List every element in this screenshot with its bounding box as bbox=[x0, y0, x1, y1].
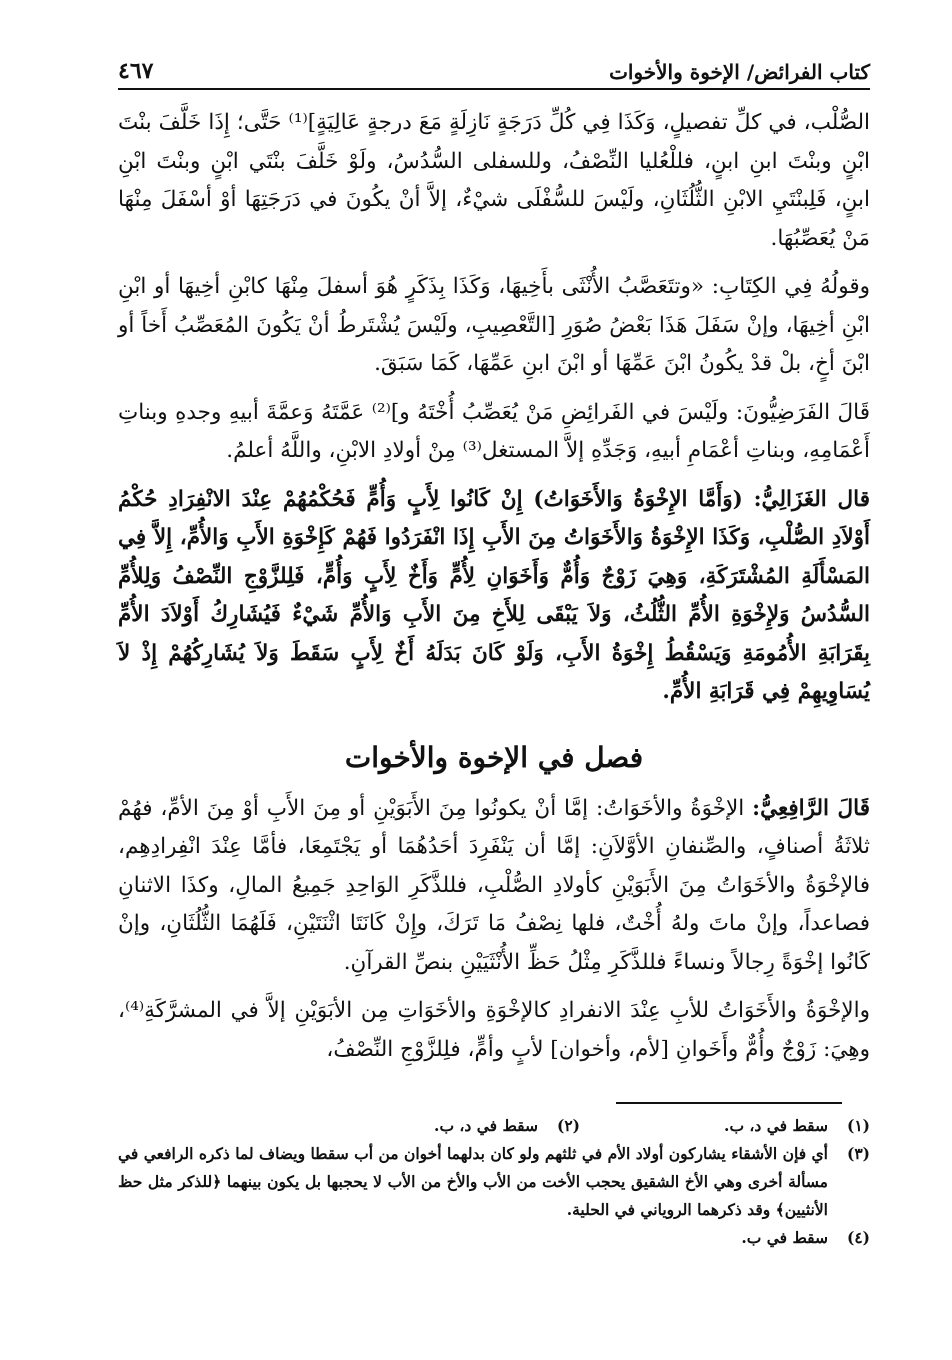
footnote-4-text: سقط في ب. bbox=[741, 1228, 828, 1247]
paragraph-2: وقولُهُ فِي الكِتَابِ: «وتتَعَصَّبُ الأُنْثَى بأَخِيهَا، وَكَذَا بِذَكَرٍ هُوَ أسفلَ مِنْهَا كابْنِ أخِيهَا أو ابْنِ ابْنِ أخِيهَا، وإنْ سَفَلَ هَذَا بَعْضُ صُوَرِ [التَّعْصِيبِ، ولَيْسَ يُشْتَرطُ أنْ يَكُونَ المُعَصِّبُ أَخاً أو ابْنَ أخٍ، بلْ قدْ يكُونُ ابْنَ عَمِّهَا أو ابْنَ ابنِ عَمِّهَا، كَمَا سَبَقَ. bbox=[118, 274, 870, 376]
paragraph-5-text: الإخْوَةُ والأخَوَاتُ: إمَّا أنْ يكونُوا مِنَ الأَبَوَيْنِ أو مِنَ الأَبِ أوْ مِنَ الأمِّ، فهُمْ ثلاثَةُ أصنافٍ، والصِّنفانِ الأوَّلاَنِ: إمَّا أن يَنْفَرِدَ أحَدُهُمَا أو يَجْتَمِعَا، فأمَّا عِنْدَ انْفِرادِهِم، فالإخْوَةُ والأخَوَاتُ مِنَ الأَبَوَيْنِ كأولادِ الصُّلْبِ، فللذَّكَرِ الوَاحِدِ جَمِيعُ المالِ، وكذَا الاثنانِ فصاعداً، وإنْ ماتَ ولهُ أُخْتٌ، فلها نِصْفُ مَا تَرَكَ، وإِنْ كَانَتَا اثْنَتَيْنِ، فَلَهُمَا الثُّلُثَانِ، وإنْ كَانُوا إخْوَةً رِجالاً ونساءً فللذَّكَرِ مِثْلُ حَظِّ الأُنْثَيَيْنِ بنصِّ القرآنِ. bbox=[118, 795, 870, 975]
footnote-3-text: أي فإن الأشقاء يشاركون أولاد الأم في ثلثهم ولو كان بدلهما أخوان من أب سقطا ويضاف لما ذكره الرافعي في مسألة أخرى وهي الأخ الشقيق يحجب الأخت من الأب والأخ من الأب لا يحجبها بل يكون بينهما ﴿للذكر مثل حظ الأنثيين﴾ وقد ذكرهما الروياني في الحلية. bbox=[118, 1144, 828, 1219]
footnotes bbox=[118, 1112, 870, 1252]
paragraph-4-ghazali: قال الغَزَالِيُّ: (وَأَمَّا الإِخْوَةُ وَالأَخَوَاتُ) إِنْ كَانُوا لِأَبٍ وَأُمٍّ فَحُكْمُهُمْ عِنْدَ الانْفِرَادِ حُكْمُ أَوْلاَدِ الصُّلْبِ، وَكَذَا الإِخْوَةُ وَالأَخَوَاتُ مِنَ الأَبِ إِذَا انْفَرَدُوا فَهُمْ كَإِخْوَةِ الأَبِ وَالأُمِّ، إِلاَّ فِي المَسْأَلَةِ المُشْتَرَكَةِ، وَهِيَ زَوْجٌ وَأُمٌّ وَأَخَوَانِ لِأُمٍّ وَأَخٌ لِأَبٍ وَأُمٍّ، فَلِلزَّوْجِ النِّصْفُ وَلِلأُمِّ السُّدُسُ وَلإِخْوَةِ الأُمِّ الثُّلُثُ، وَلاَ يَبْقَى لِلأَخِ مِنَ الأَبِ وَالأُمِّ شَيْءٌ فَيُشَارِكُ أَوْلاَدَ الأُمِّ بِقَرَابَةِ الأُمُومَةِ وَيَسْقُطُ إِخْوَةُ الأَبِ، وَلَوْ كَانَ بَدَلَهُ أَخٌ لِأَبٍ سَقَطَ وَلاَ يُشَارِكُهُمْ إِذْ لاَ يُسَاوِيهِمْ فِي قَرَابَةِ الأُمِّ. bbox=[118, 486, 870, 704]
footnote-separator bbox=[616, 1102, 842, 1104]
footnote-3-number: (٣) bbox=[846, 1144, 870, 1163]
section-title: فصل في الإخوة والأخوات bbox=[344, 740, 644, 774]
main-text bbox=[118, 104, 870, 1079]
paragraph-1: الصُّلْب، في كلِّ تفصيلٍ، وَكَذَا فِي كُلِّ دَرَجَةٍ نَازِلَةٍ مَعَ درجةٍ عَالِيَةٍ]⁽¹⁾ حَتَّى؛ إِذَا خَلَّفَ بنْتَ ابْنٍ وبنْتَ ابنِ ابنٍ، فللْعُليا النِّصْفُ، وللسفلى السُّدُسُ، ولَوْ خَلَّفَ بنْتَي ابْنٍ وبنْتَ ابْنِ ابنٍ، فَلِبنْتَيِ الابْنِ الثُّلُثَانِ، ولَيْسَ للسُّفْلَى شيْءٌ، إلاَّ أنْ يكُونَ في دَرَجَتِهَا أوْ أسْفَلَ مِنْهَا مَنْ يُعَصِّبُهَا. bbox=[118, 110, 871, 251]
page-number: ٤٦٧ bbox=[118, 58, 154, 84]
footnote-4-number: (٤) bbox=[846, 1228, 870, 1247]
footnote-2-number: (٢) bbox=[556, 1116, 580, 1135]
footnote-1-text: سقط في د، ب. bbox=[724, 1116, 828, 1135]
footnote-3 bbox=[118, 1140, 870, 1224]
paragraph-3: قَالَ الفَرَضِيُّونَ: ولَيْسَ في الفَرائِضِ مَنْ يُعَصِّبُ أُخْتَهُ و]⁽²⁾ عَمَّتَهُ وَعمَّةَ أبيهِ وجدهِ وبناتِ أَعْمَامِهِ، وبناتِ أعْمَامِ أبيهِ، وَجَدِّهِ إلاَّ المستغل⁽³⁾ مِنْ أولادِ الابْنِ، واللَّهُ أعلمُ. bbox=[118, 399, 870, 463]
paragraph-6: والإخْوَةُ والأَخَوَاتُ للأبِ عِنْدَ الانفرادِ كالإخْوَةِ والأخَوَاتِ مِن الأبَوَيْنِ إلاَّ في المشرَّكَةِ⁽⁴⁾، وهِيَ: زَوْجٌ وأُمٌّ وأَخَوانِ [لأم، وأخوان] لأبٍ وأمٍّ، فلِلزَّوْجِ النِّصْفُ، bbox=[118, 998, 870, 1062]
page-header bbox=[118, 48, 870, 90]
footnote-4 bbox=[118, 1224, 870, 1252]
footnote-1-number: (١) bbox=[846, 1116, 870, 1135]
footnote-1 bbox=[580, 1112, 870, 1140]
paragraph-5 bbox=[118, 790, 870, 983]
running-title: كتاب الفرائض/ الإخوة والأخوات bbox=[609, 60, 870, 84]
footnote-2-text: سقط في د، ب. bbox=[434, 1116, 538, 1135]
footnote-2 bbox=[290, 1112, 580, 1140]
paragraph-5-lead: قَالَ الرَّافِعِيُّ: bbox=[752, 795, 870, 821]
footnote-row-1-2 bbox=[118, 1112, 870, 1140]
